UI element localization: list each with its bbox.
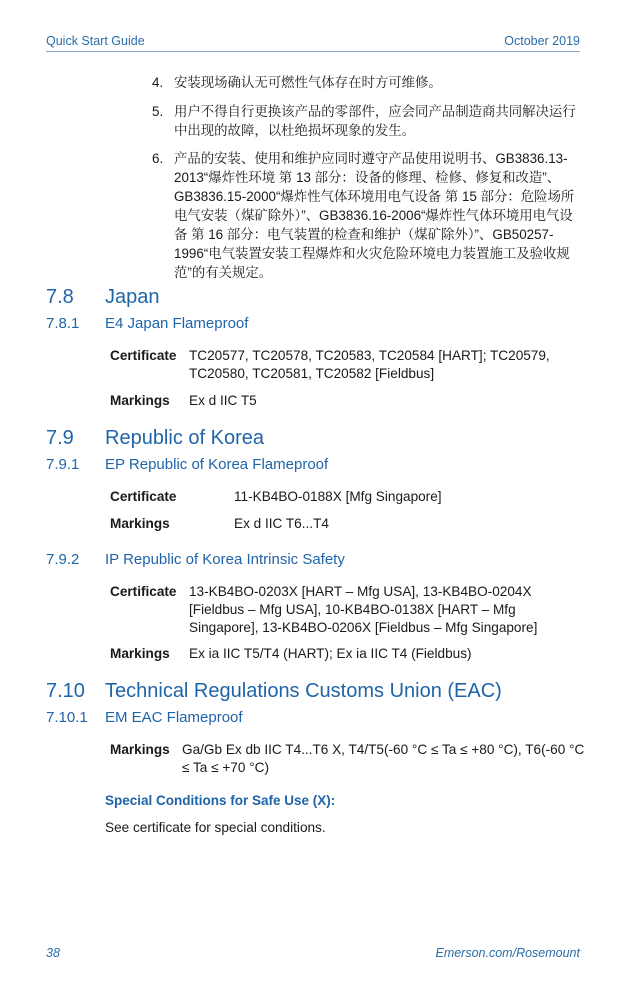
subsection-number: 7.10.1	[46, 709, 88, 726]
certificate-label: Certificate	[110, 348, 177, 363]
section-number: 7.8	[46, 286, 74, 308]
markings-label: Markings	[110, 742, 170, 757]
zh-item-text: 用户不得自行更换该产品的零部件，应会同产品制造商共同解决运行中出现的故障，以杜绝损坏现象的发生。	[174, 104, 576, 138]
markings-label: Markings	[110, 516, 170, 531]
header-doc-title: Quick Start Guide	[46, 34, 145, 48]
markings-label: Markings	[110, 646, 170, 661]
section-title: Japan	[105, 286, 160, 308]
zh-list-item	[152, 102, 582, 140]
certificate-value: 13-KB4BO-0203X [HART – Mfg USA], 13-KB4BO-0204X [Fieldbus – Mfg USA], 10-KB4BO-0138X [HART – Mfg Singapore], 13-KB4BO-0206X [Fieldbus – Mfg Singapore]	[189, 584, 538, 635]
markings-row	[110, 515, 585, 533]
page-header	[46, 34, 580, 50]
section-number: 7.9	[46, 427, 74, 449]
header-rule	[46, 51, 580, 52]
markings-row	[110, 741, 585, 777]
zh-item-number: 6.	[152, 151, 164, 166]
zh-item-number: 5.	[152, 104, 164, 119]
section-title: Republic of Korea	[105, 427, 264, 449]
section-title: Technical Regulations Customs Union (EAC)	[105, 680, 502, 702]
subsection-title: EM EAC Flameproof	[105, 709, 243, 726]
markings-label: Markings	[110, 393, 170, 408]
page-footer	[46, 946, 580, 962]
markings-row	[110, 392, 585, 410]
certificate-value: TC20577, TC20578, TC20583, TC20584 [HART]; TC20579, TC20580, TC20581, TC20582 [Fieldbus]	[189, 348, 550, 381]
zh-item-text: 产品的安装、使用和维护应同时遵守产品使用说明书、GB3836.13-2013“爆炸性环境 第 13 部分：设备的修理、检修、修复和改造”、GB3836.15-2000“爆炸性气体环境用电气设备 第 15 部分：危险场所电气安装（煤矿除外）”、GB3836.16-2006“爆炸性气体环境用电气设备 第 16 部分：电气装置的检查和维护（煤矿除外）”、GB50257-1996“电气装置安装工程爆炸和火灾危险环境电力装置施工及验收规范”的有关规定。	[174, 151, 575, 280]
subsection-title: IP Republic of Korea Intrinsic Safety	[105, 551, 345, 568]
certificate-row	[110, 488, 585, 506]
zh-list-item	[152, 73, 582, 92]
section-number: 7.10	[46, 680, 85, 702]
markings-row	[110, 645, 585, 663]
certificate-row	[110, 347, 585, 383]
subsection-title: E4 Japan Flameproof	[105, 315, 249, 332]
certificate-label: Certificate	[110, 584, 177, 599]
footer-website: Emerson.com/Rosemount	[435, 946, 580, 960]
subsection-title: EP Republic of Korea Flameproof	[105, 456, 329, 473]
header-date: October 2019	[504, 34, 580, 48]
special-conditions-heading: Special Conditions for Safe Use (X):	[105, 793, 336, 808]
zh-item-number: 4.	[152, 75, 164, 90]
subsection-number: 7.9.1	[46, 456, 80, 473]
certificate-row	[110, 583, 585, 637]
subsection-number: 7.9.2	[46, 551, 80, 568]
certificate-label: Certificate	[110, 489, 177, 504]
page-number: 38	[46, 946, 60, 960]
special-conditions-text: See certificate for special conditions.	[105, 820, 326, 835]
zh-item-text: 安装现场确认无可燃性气体存在时方可维修。	[174, 75, 442, 90]
certificate-value: 11-KB4BO-0188X [Mfg Singapore]	[234, 489, 442, 504]
markings-value: Ex d IIC T6...T4	[234, 516, 329, 531]
markings-value: Ex d IIC T5	[189, 393, 257, 408]
markings-value: Ex ia IIC T5/T4 (HART); Ex ia IIC T4 (Fieldbus)	[189, 646, 472, 661]
markings-value: Ga/Gb Ex db IIC T4...T6 X, T4/T5(-60 °C ≤ Ta ≤ +80 °C), T6(-60 °C ≤ Ta ≤ +70 °C)	[182, 742, 585, 775]
zh-list-item	[152, 149, 582, 280]
subsection-number: 7.8.1	[46, 315, 80, 332]
